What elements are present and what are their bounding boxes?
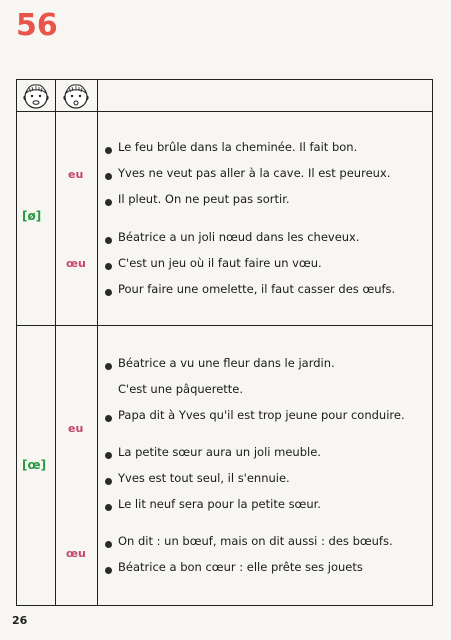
round-mouth-face-icon (61, 81, 91, 111)
phoneme-label: [œ] (22, 458, 47, 472)
sentence: Béatrice a un joli nœud dans les cheveux. (118, 230, 360, 244)
sentence: On dit : un bœuf, mais on dit aussi : des bœufs. (118, 534, 393, 548)
footer-page-number: 26 (12, 614, 28, 627)
sentence: C'est une pâquerette. (118, 382, 244, 396)
sentence: Le lit neuf sera pour la petite sœur. (118, 497, 321, 511)
sentence: Béatrice a vu une fleur dans le jardin. (118, 356, 335, 370)
spelling-label: eu (68, 422, 84, 435)
sentence: Pour faire une omelette, il faut casser des œufs. (118, 282, 396, 296)
spelling-label: œu (66, 547, 86, 560)
bullet (105, 504, 112, 511)
bullet (105, 289, 112, 296)
phoneme-label: [ø] (22, 209, 42, 223)
phonics-table (16, 79, 433, 606)
bullet (105, 452, 112, 459)
sentence: Béatrice a bon cœur : elle prête ses jouets (118, 560, 363, 574)
sentence: C'est un jeu où il faut faire un vœu. (118, 256, 322, 270)
bullet (105, 237, 112, 244)
sentence: Yves est tout seul, il s'ennuie. (118, 471, 290, 485)
bullet (105, 363, 112, 370)
section-divider (17, 325, 432, 326)
sentence: Il pleut. On ne peut pas sortir. (118, 192, 290, 206)
bullet (105, 567, 112, 574)
open-mouth-face-icon (21, 81, 51, 111)
bullet (105, 541, 112, 548)
spelling-label: eu (68, 168, 84, 181)
bullet (105, 173, 112, 180)
sentence: Le feu brûle dans la cheminée. Il fait bon. (118, 140, 358, 154)
bullet (105, 199, 112, 206)
bullet (105, 147, 112, 154)
column-divider (97, 80, 98, 605)
column-divider (55, 80, 56, 605)
sentence: Yves ne veut pas aller à la cave. Il est peureux. (118, 166, 391, 180)
bullet (105, 415, 112, 422)
spelling-label: œu (66, 257, 86, 270)
bullet (105, 478, 112, 485)
header-divider (17, 111, 432, 112)
sentence: Papa dit à Yves qu'il est trop jeune pour conduire. (118, 408, 405, 422)
page-number: 56 (16, 8, 58, 43)
bullet (105, 263, 112, 270)
sentence: La petite sœur aura un joli meuble. (118, 445, 321, 459)
